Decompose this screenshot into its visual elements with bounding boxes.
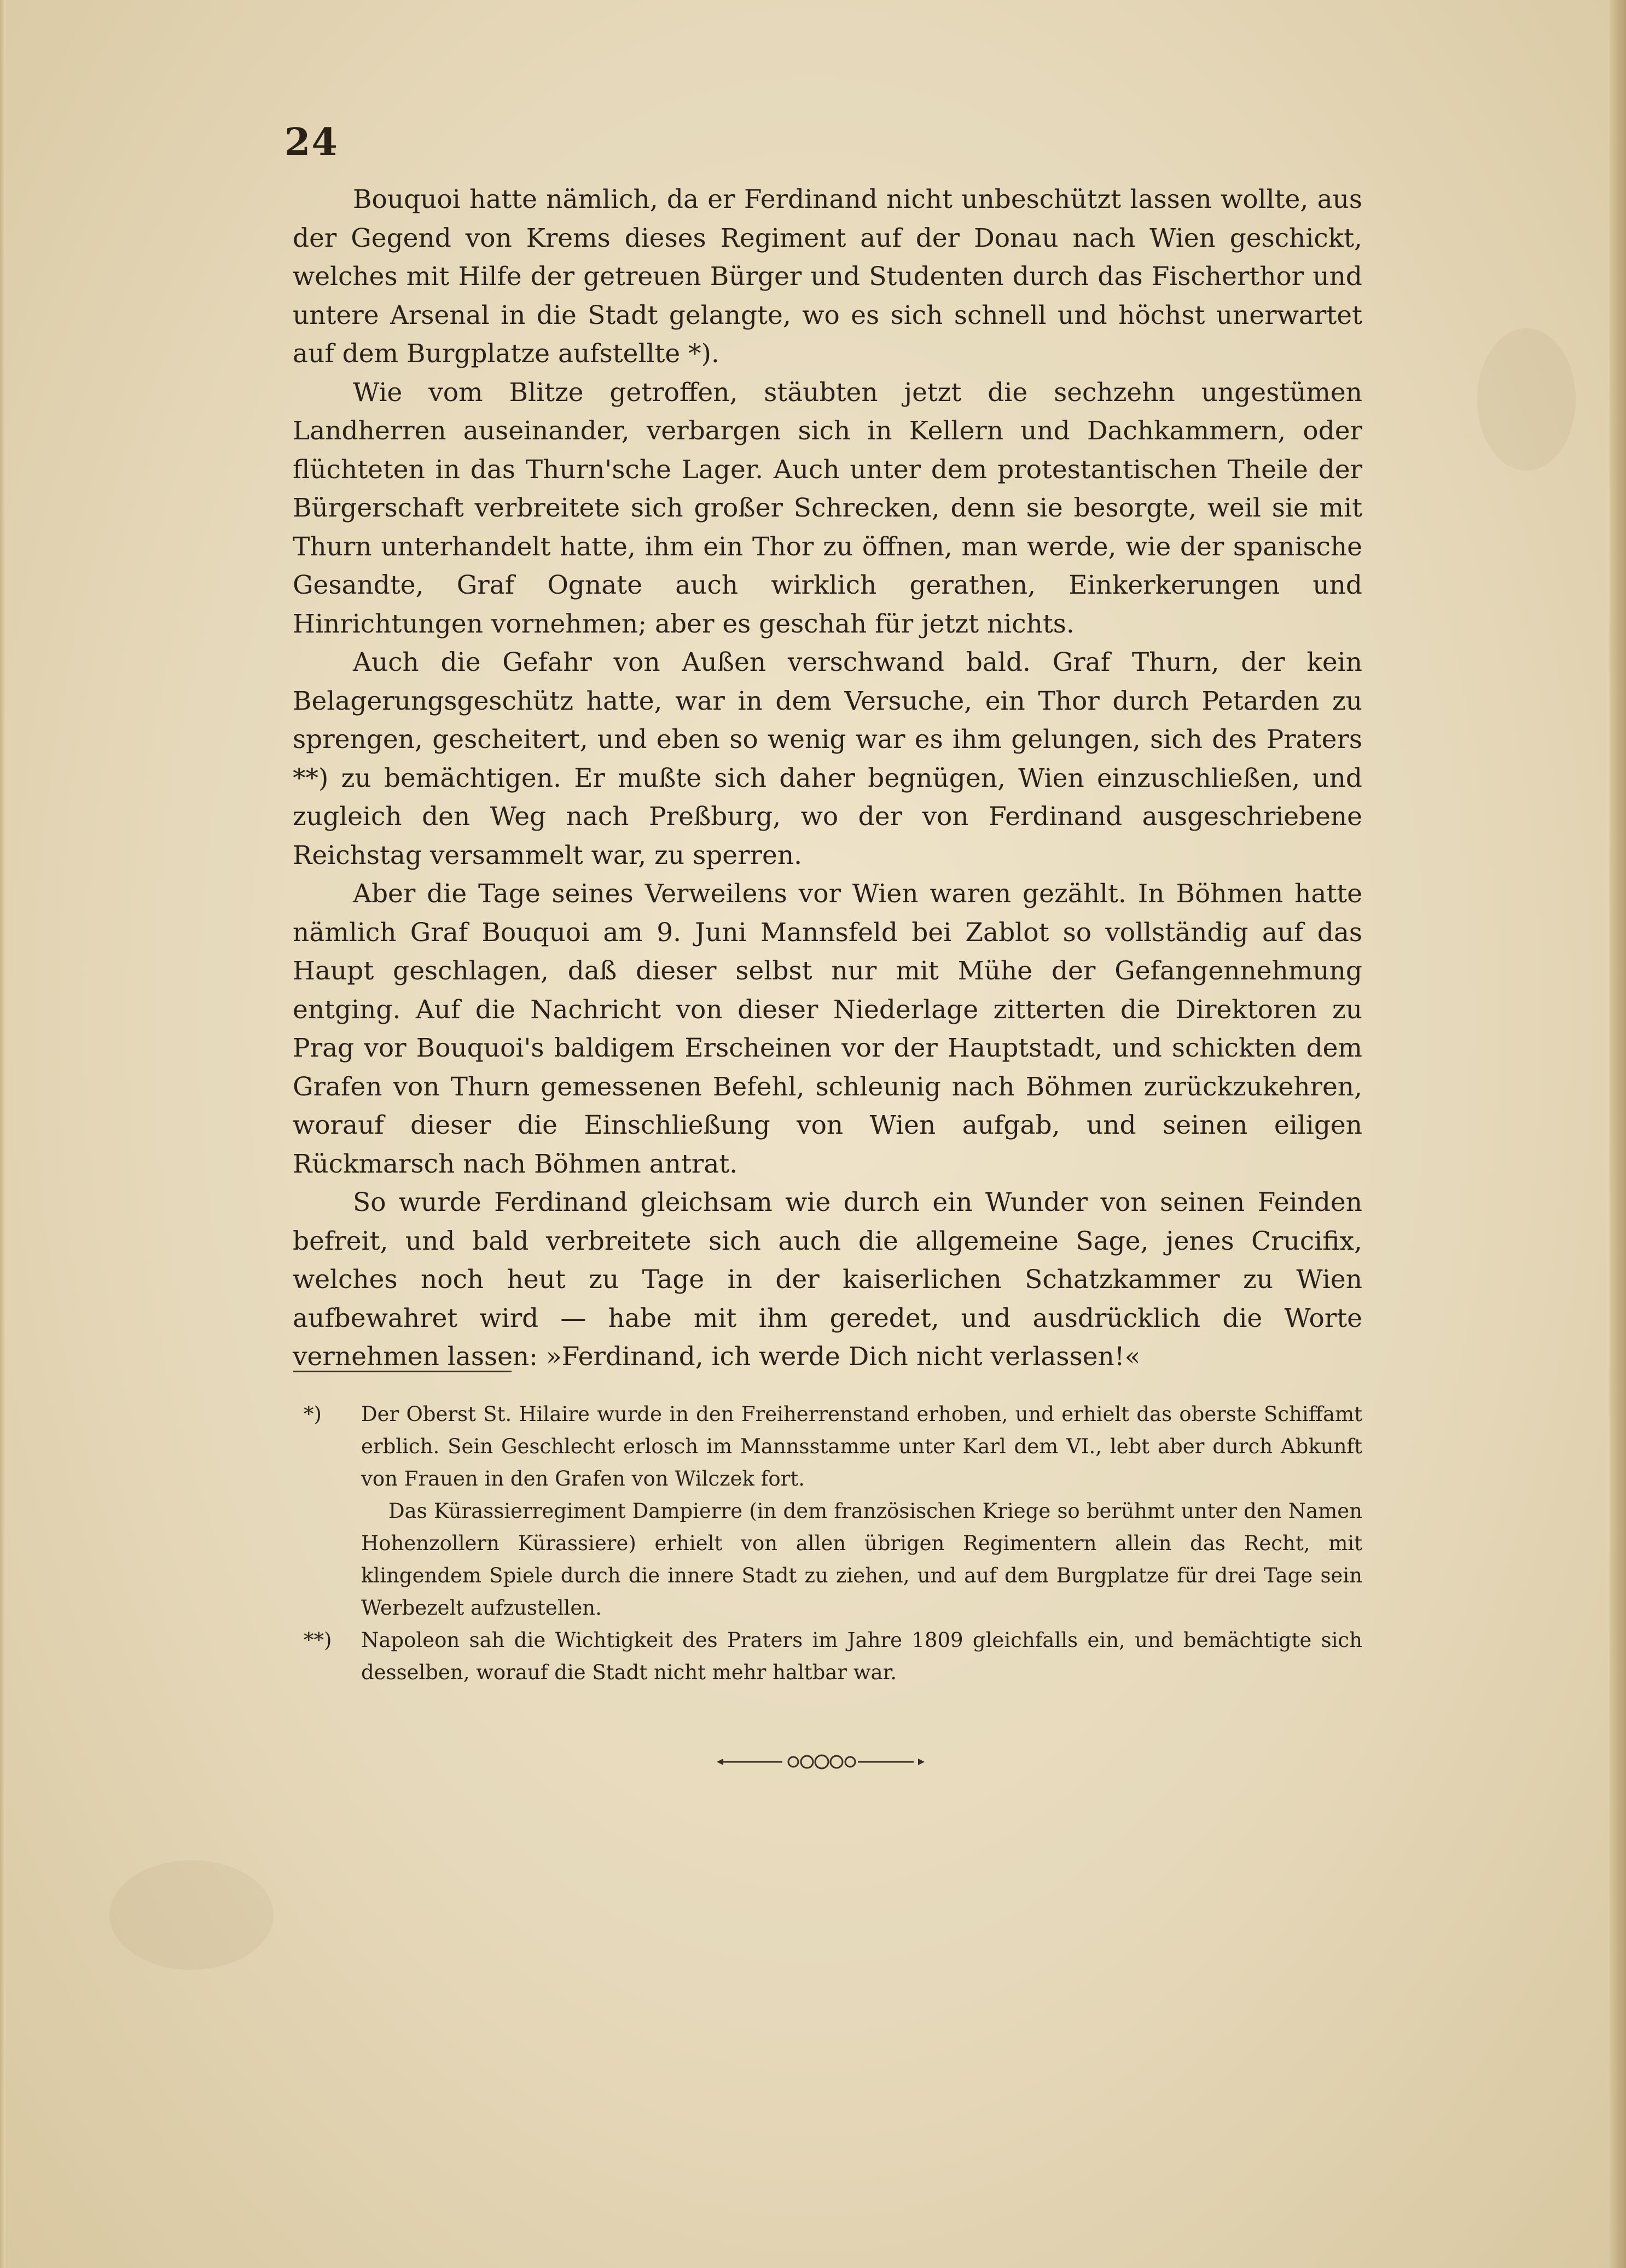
- footnote-marker: **): [304, 1628, 332, 1652]
- paragraph: Auch die Gefahr von Außen verschwand bald. Graf Thurn, der kein Belagerungsgeschütz hatte, war in dem Versuche, ein Thor durch Petarden zu sprengen, gescheitert, und eben so wenig war es ihm gelungen, sich des Praters **) zu bemächtigen. Er mußte sich daher begnügen, Wien einzuschließen, und zugleich den Weg nach Preßburg, wo der von Ferdinand ausgeschriebene Reichstag versammelt war, zu sperren.: [293, 647, 1362, 871]
- paragraph: Bouquoi hatte nämlich, da er Ferdinand nicht unbeschützt lassen wollte, aus der Gegend von Krems dieses Regiment auf der Donau nach Wien geschickt, welches mit Hilfe der getreuen Bürger und Studenten durch das Fischerthor und untere Arsenal in die Stadt gelangte, wo es sich schnell und höchst unerwartet auf dem Burgplatze aufstellte *).: [293, 184, 1362, 369]
- ornament-graphic: [711, 1751, 930, 1773]
- paragraph: Aber die Tage seines Verweilens vor Wien waren gezählt. In Böhmen hatte nämlich Graf Bouquoi am 9. Juni Mannsfeld bei Zablot so vollständig auf das Haupt geschlagen, daß dieser selbst nur mit Mühe der Gefangennehmung entging. Auf die Nachricht von dieser Niederlage zitterten die Direktoren zu Prag vor Bouquoi's baldigem Erscheinen vor der Hauptstadt, und schickten dem Grafen von Thurn gemessenen Befehl, schleunig nach Böhmen zurückzukehren, worauf dieser die Einschließung von Wien aufgab, und seinen eiligen Rückmarsch nach Böhmen antrat.: [293, 879, 1362, 1179]
- footnote-divider: [293, 1371, 512, 1372]
- footnotes: [304, 1398, 1362, 1689]
- footnote-text: Der Oberst St. Hilaire wurde in den Freiherrenstand erhoben, und erhielt das oberste Schiffamt erblich. Sein Geschlecht erlosch im Mannsstamme unter Karl dem VI., lebt aber durch Abkunft von Frauen in den Grafen von Wilczek fort.: [361, 1402, 1362, 1490]
- paper-stain: [1477, 328, 1576, 471]
- paper-stain: [109, 1860, 274, 1970]
- footnote-text: Napoleon sah die Wichtigkeit des Praters im Jahre 1809 gleichfalls ein, und bemächtigte sich desselben, worauf die Stadt nicht mehr haltbar war.: [361, 1628, 1362, 1684]
- footnote: [304, 1398, 1362, 1495]
- paragraph: Wie vom Blitze getroffen, stäubten jetzt die sechzehn ungestümen Landherren auseinander, verbargen sich in Kellern und Dachkammern, oder flüchteten in das Thurn'sche Lager. Auch unter dem protestantischen Theile der Bürgerschaft verbreitete sich großer Schrecken, denn sie besorgte, weil sie mit Thurn unterhandelt hatte, ihm ein Thor zu öffnen, man werde, wie der spanische Gesandte, Graf Ognate auch wirklich gerathen, Einkerkerungen und Hinrichtungen vornehmen; aber es geschah für jetzt nichts.: [293, 377, 1362, 639]
- page-right-edge: [1610, 0, 1626, 2268]
- page-left-edge: [0, 0, 5, 2268]
- footnote: [304, 1624, 1362, 1689]
- footnote-continuation: Das Kürassierregiment Dampierre (in dem französischen Kriege so berühmt unter den Namen Hohenzollern Kürassiere) erhielt von allen übrigen Regimentern allein das Recht, mit klingendem Spiele durch die innere Stadt zu ziehen, und auf dem Burgplatze für drei Tage sein Werbezelt aufzustellen.: [361, 1499, 1362, 1620]
- footnote-marker: *): [304, 1402, 322, 1426]
- page-number: 24: [284, 120, 339, 164]
- paragraph: So wurde Ferdinand gleichsam wie durch ein Wunder von seinen Feinden befreit, und bald verbreitete sich auch die allgemeine Sage, jenes Crucifix, welches noch heut zu Tage in der kaiserlichen Schatzkammer zu Wien aufbewahret wird — habe mit ihm geredet, und ausdrücklich die Worte vernehmen lassen: »Ferdinand, ich werde Dich nicht verlassen!«: [293, 1187, 1362, 1372]
- ornament-icon: [711, 1751, 930, 1773]
- main-text: [293, 181, 1362, 1377]
